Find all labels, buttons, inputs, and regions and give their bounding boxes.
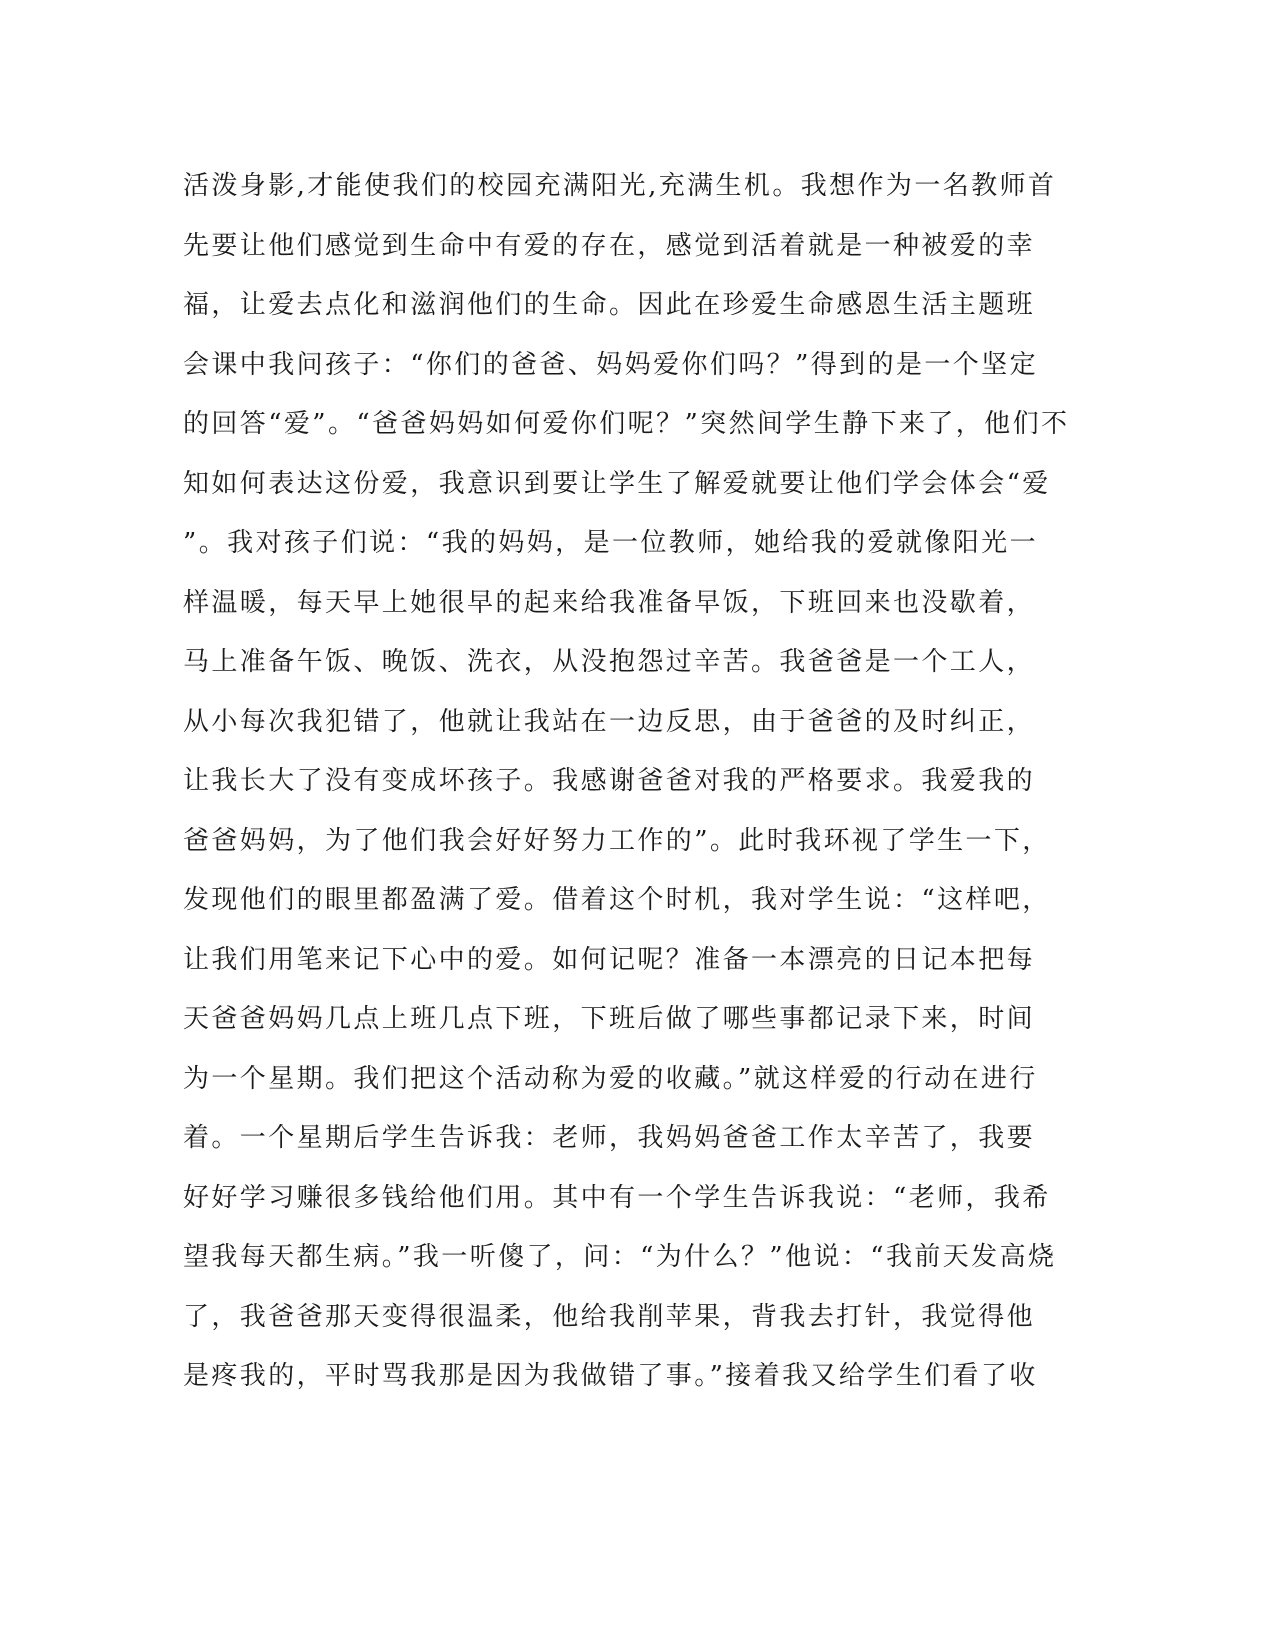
text-line: 天爸爸妈妈几点上班几点下班，下班后做了哪些事都记录下来，时间 [183, 1004, 1036, 1034]
text-line: 让我长大了没有变成坏孩子。我感谢爸爸对我的严格要求。我爱我的 [183, 766, 1036, 796]
text-line: 好好学习赚很多钱给他们用。其中有一个学生告诉我说：“老师，我希 [183, 1182, 1051, 1213]
text-line: 活泼身影,才能使我们的校园充满阳光,充满生机。我想作为一名教师首 [183, 171, 1057, 201]
text-line: 福，让爱去点化和滋润他们的生命。因此在珍爱生命感恩生活主题班 [183, 290, 1036, 320]
text-line: 发现他们的眼里都盈满了爱。借着这个时机，我对学生说：“这样吧， [183, 885, 1051, 915]
text-line: 知如何表达这份爱，我意识到要让学生了解爱就要让他们学会体会“爱 [183, 468, 1051, 499]
text-line: 爸爸妈妈，为了他们我会好好努力工作的”。此时我环视了学生一下， [183, 825, 1051, 856]
text-line: 让我们用笔来记下心中的爱。如何记呢？准备一本漂亮的日记本把每 [183, 944, 1036, 975]
text-line: 是疼我的，平时骂我那是因为我做错了事。”接着我又给学生们看了收 [183, 1361, 1038, 1391]
text-line: 马上准备午饭、晚饭、洗衣，从没抱怨过辛苦。我爸爸是一个工人， [183, 647, 1036, 677]
text-line: 的回答“爱”。“爸爸妈妈如何爱你们呢？”突然间学生静下来了，他们不 [183, 409, 1070, 439]
text-line: 望我每天都生病。”我一听傻了，问：“为什么？”他说：“我前天发高烧 [183, 1242, 1057, 1272]
text-line: 着。一个星期后学生告诉我：老师，我妈妈爸爸工作太辛苦了，我要 [183, 1123, 1036, 1153]
text-line: 样温暖，每天早上她很早的起来给我准备早饭，下班回来也没歇着， [183, 587, 1036, 618]
text-line: 先要让他们感觉到生命中有爱的存在，感觉到活着就是一种被爱的幸 [183, 230, 1036, 261]
text-line: 了，我爸爸那天变得很温柔，他给我削苹果，背我去打针，我觉得他 [183, 1301, 1036, 1332]
text-line: 从小每次我犯错了，他就让我站在一边反思，由于爸爸的及时纠正， [183, 706, 1036, 737]
text-line: ”。我对孩子们说：“我的妈妈，是一位教师，她给我的爱就像阳光一 [183, 528, 1038, 558]
text-line: 为一个星期。我们把这个活动称为爱的收藏。”就这样爱的行动在进行 [183, 1063, 1038, 1094]
text-line: 会课中我问孩子：“你们的爸爸、妈妈爱你们吗？”得到的是一个坚定 [183, 349, 1038, 380]
body-text [183, 166, 1083, 1416]
